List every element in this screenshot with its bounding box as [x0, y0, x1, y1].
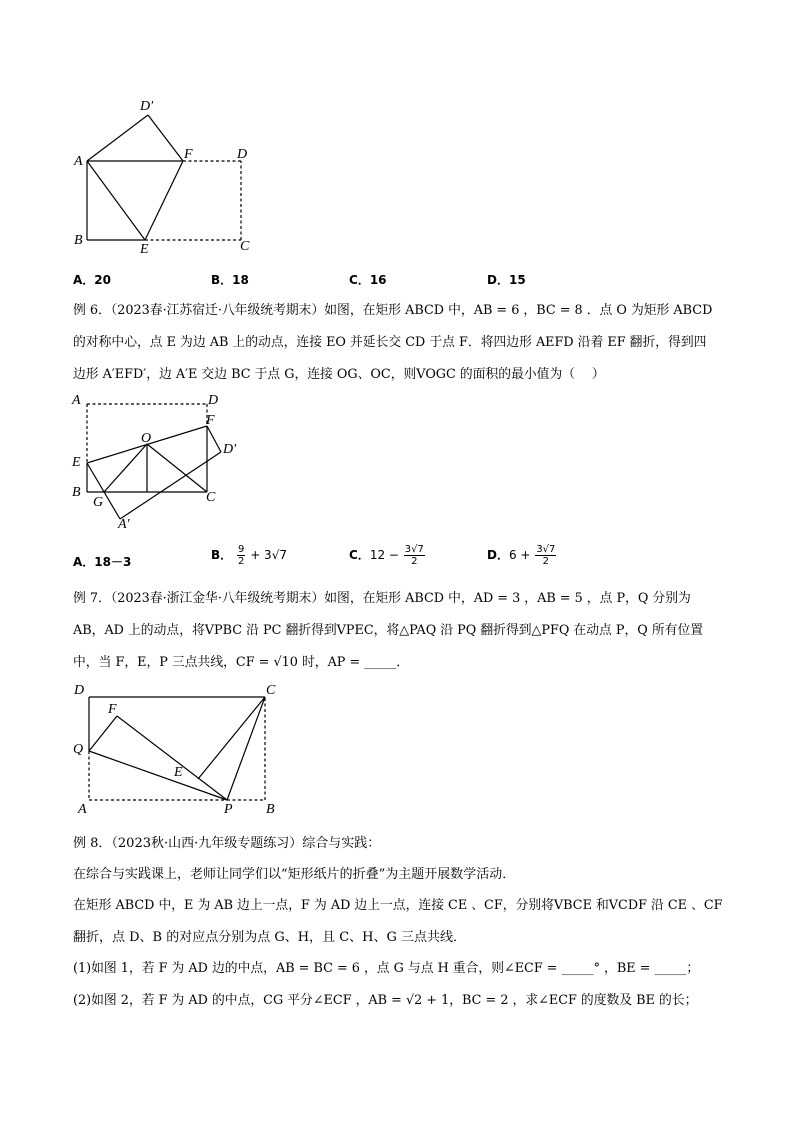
seg-AE: [87, 161, 145, 240]
label-D: D: [237, 147, 248, 162]
label-P: P: [224, 802, 233, 817]
seg-ADp: [87, 115, 148, 161]
seg-FDp: [207, 426, 221, 452]
ex6-line-3: 边形 A′EFD′，边 A′E 交边 BC 于点 G，连接 OG、OC，则VOGC 的面积的最小值为（ ）: [73, 367, 605, 382]
ex8-line-5: (1)如图 1，若 F 为 AD 边的中点，AB = BC = 6 ，点 G 与点 H 重合，则∠ECF = _____° ，BE = _____；: [73, 961, 700, 976]
label-D: D: [208, 393, 219, 408]
seg-FP: [117, 716, 227, 800]
seg-CP: [227, 697, 265, 800]
label-B: B: [74, 233, 83, 248]
label-O: O: [141, 431, 152, 446]
label-C: C: [206, 490, 216, 505]
label-F: F: [108, 702, 117, 717]
label-Aprime: A′: [118, 517, 130, 532]
label-G: G: [93, 495, 104, 510]
ex6-line-1: 例 6．（2023春·江苏宿迁·八年级统考期末）如图，在矩形 ABCD 中，AB = 6 ，BC = 8 ．点 O 为矩形 ABCD: [73, 303, 713, 318]
label-E: E: [174, 765, 183, 780]
label-F: F: [206, 413, 215, 428]
ex6-option-b: B． $\frac{9}{2}$ + 3√7: [211, 544, 287, 567]
fraction: $\frac{3√7}{2}$: [536, 544, 556, 567]
ex8-line-1: 例 8．（2023秋·山西·九年级专题练习）综合与实践：: [73, 836, 381, 851]
ex7-line-2: AB，AD 上的动点，将VPBC 沿 PC 翻折得到VPEC，将△PAQ 沿 PQ 翻折得到△PFQ 在动点 P，Q 所有位置: [73, 623, 704, 638]
seg-EAp: [87, 463, 120, 519]
label-E: E: [140, 242, 149, 257]
ex7-line-1: 例 7．（2023春·浙江金华·八年级统考期末）如图，在矩形 ABCD 中，AD = 3 ，AB = 5 ，点 P，Q 分别为: [73, 591, 691, 606]
ex8-line-4: 翻折，点 D、B 的对应点分别为点 G、H，且 C、H、G 三点共线．: [73, 930, 467, 945]
seg-OC: [147, 444, 207, 492]
label-Q: Q: [73, 742, 84, 757]
ex5-option-c: C．16: [349, 273, 387, 287]
label-A: A: [74, 154, 83, 169]
ex8-line-3: 在矩形 ABCD 中，E 为 AB 边上一点，F 为 AD 边上一点，连接 CE 、CF，分别将VBCE 和VCDF 沿 CE 、CF: [73, 898, 723, 913]
label-A: A: [78, 802, 87, 817]
label-D: D: [74, 683, 85, 698]
ex6-option-c: C．12 − $\frac{3√7}{2}$: [349, 544, 424, 567]
seg-QP: [89, 751, 227, 800]
label-B: B: [72, 485, 81, 500]
label-E: E: [72, 455, 81, 470]
figure-fold-2: [70, 395, 270, 540]
ex6-option-d: D．6 + $\frac{3√7}{2}$: [487, 544, 556, 567]
ex8-line-6: (2)如图 2，若 F 为 AD 的中点，CG 平分∠ECF ，AB = √2 + 1，BC = 2 ，求∠ECF 的度数及 BE 的长；: [73, 993, 698, 1008]
seg-EF: [145, 161, 183, 240]
seg-QF: [89, 716, 117, 751]
label-C: C: [266, 683, 276, 698]
label-C: C: [240, 239, 250, 254]
label-A: A: [72, 393, 81, 408]
ex5-option-d: D．15: [487, 273, 526, 287]
label-B: B: [266, 802, 275, 817]
fraction: $\frac{3√7}{2}$: [404, 544, 424, 567]
fraction: $\frac{9}{2}$: [237, 544, 245, 567]
seg-DpF: [148, 115, 183, 161]
seg-CE: [198, 697, 265, 779]
ex5-option-b: B．18: [211, 273, 249, 287]
ex7-line-3: 中，当 F，E，P 三点共线，CF = √10 时，AP = _____．: [73, 655, 410, 670]
ex5-option-a: A．20: [73, 273, 111, 287]
label-F: F: [184, 147, 193, 162]
ex8-line-2: 在综合与实践课上，老师让同学们以“矩形纸片的折叠”为主题开展数学活动．: [73, 867, 516, 882]
ex6-option-a: A．18－3: [73, 555, 132, 569]
ex6-line-2: 的对称中心，点 E 为边 AB 上的动点，连接 EO 并延长交 CD 于点 F．将四边形 AEFD 沿着 EF 翻折，得到四: [73, 335, 707, 350]
label-Dprime: D′: [223, 442, 237, 457]
label-Dprime: D′: [140, 99, 154, 114]
